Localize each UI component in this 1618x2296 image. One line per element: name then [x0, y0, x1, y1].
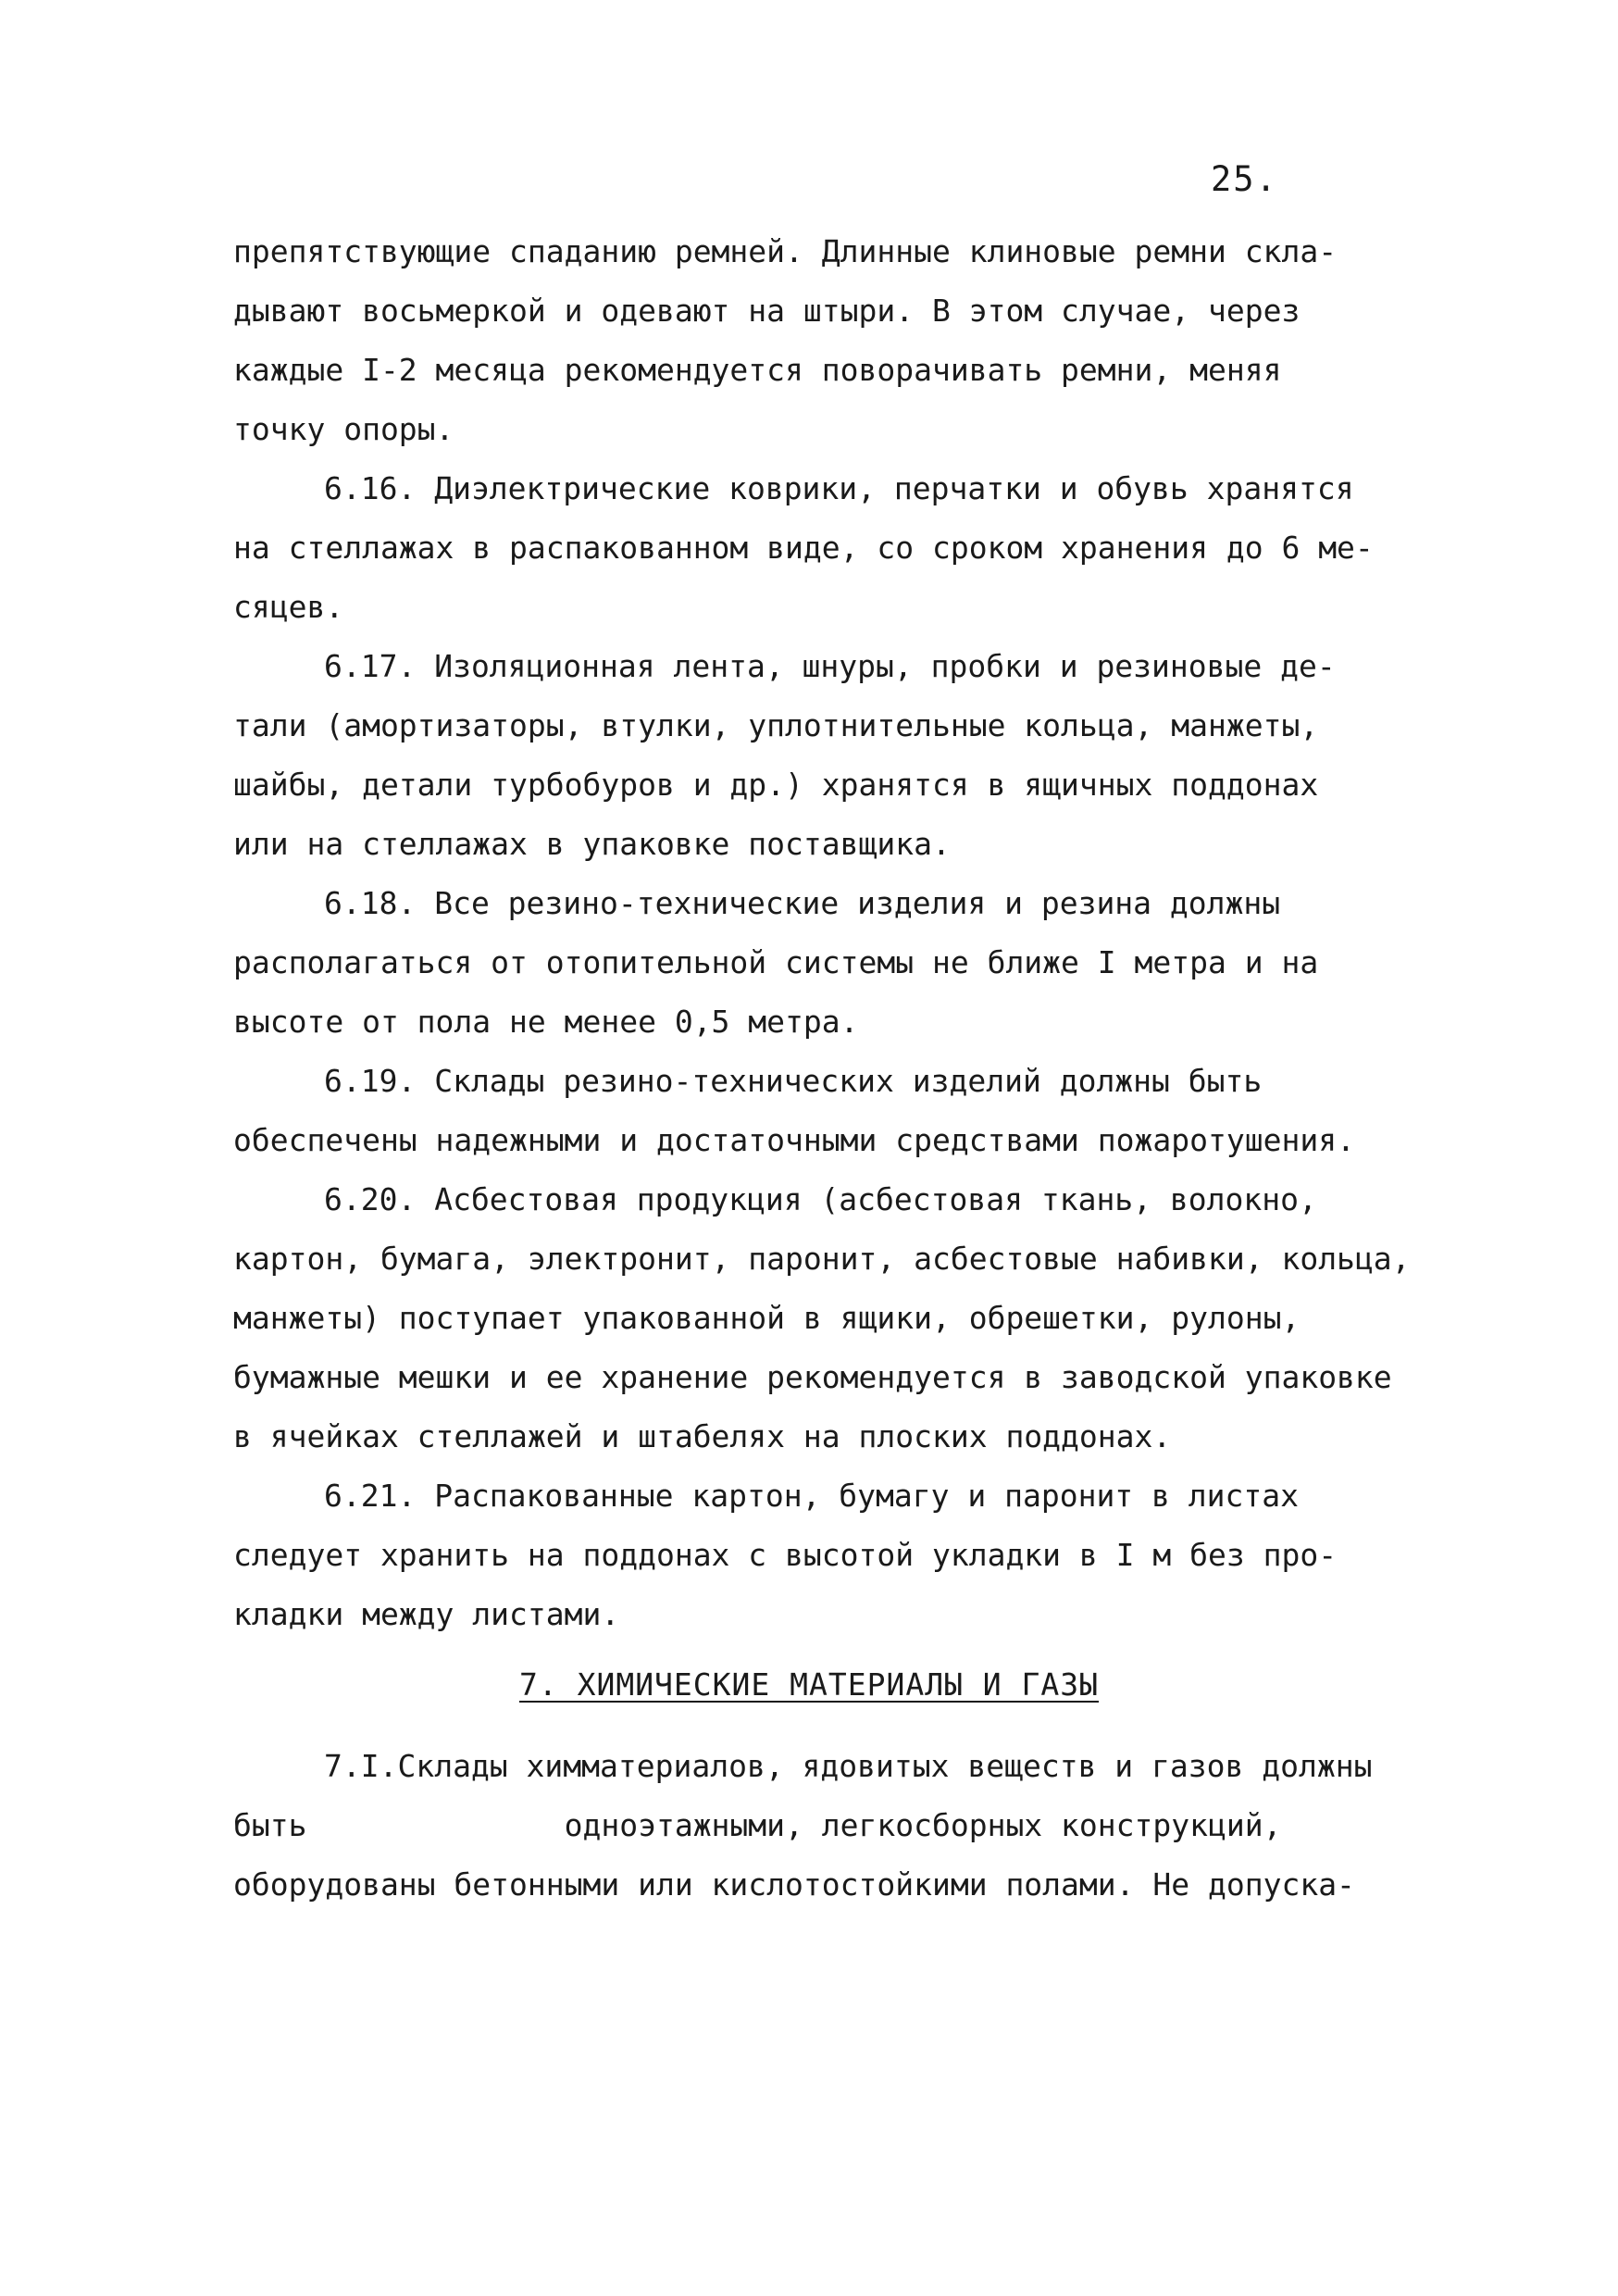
text-line: 6.18. Все резино-технические изделия и резина должны: [324, 885, 1281, 921]
paragraph-6-18: [233, 874, 1400, 1052]
text-line: оборудованы бетонными или кислотостойкими полами. Не допуска-: [233, 1866, 1355, 1903]
paragraph-continuation: [233, 222, 1400, 459]
text-line: дывают восьмеркой и одевают на штыри. В этом случае, через: [233, 293, 1301, 329]
paragraph-6-17: [233, 637, 1400, 874]
page-number: 25.: [1211, 159, 1278, 199]
text-line: 7.I.Склады химматериалов, ядовитых веществ и газов должны: [324, 1748, 1373, 1784]
text-line: в ячейках стеллажей и штабелях на плоских поддонах.: [233, 1418, 1172, 1454]
text-line: точку опоры.: [233, 411, 454, 447]
text-line: 6.16. Диэлектрические коврики, перчатки и обувь хранятся: [324, 470, 1354, 506]
text-line: сяцев.: [233, 589, 344, 625]
text-line: на стеллажах в распакованном виде, со сроком хранения до 6 ме-: [233, 530, 1374, 566]
text-line: располагаться от отопительной системы не ближе I метра и на: [233, 944, 1319, 980]
text-line: шайбы, детали турбобуров и др.) хранятся в ящичных поддонах: [233, 767, 1319, 803]
text-line: картон, бумага, электронит, паронит, асбестовые набивки, кольца,: [233, 1241, 1411, 1277]
text-line: 6.21. Распакованные картон, бумагу и паронит в листах: [324, 1478, 1299, 1514]
text-line: обеспечены надежными и достаточными средствами пожаротушения.: [233, 1122, 1355, 1158]
text-line: высоте от пола не менее 0,5 метра.: [233, 1004, 859, 1040]
text-line: 6.20. Асбестовая продукция (асбестовая ткань, волокно,: [324, 1181, 1317, 1217]
text-line: следует хранить на поддонах с высотой укладки в I м без про-: [233, 1537, 1338, 1573]
paragraph-6-20: [233, 1170, 1411, 1466]
section-heading: [0, 1666, 1618, 1703]
text-line: кладки между листами.: [233, 1596, 620, 1632]
text-line: или на стеллажах в упаковке поставщика.: [233, 826, 951, 862]
text-line: бумажные мешки и ее хранение рекомендуется в заводской упаковке: [233, 1359, 1392, 1395]
section-heading-text: 7. ХИМИЧЕСКИЕ МАТЕРИАЛЫ И ГАЗЫ: [518, 1666, 1100, 1703]
text-line: тали (амортизаторы, втулки, уплотнительные кольца, манжеты,: [233, 707, 1319, 743]
paragraph-7-1: [233, 1737, 1400, 1915]
text-line: быть одноэтажными, легкосборных конструкций,: [233, 1807, 1282, 1843]
section-6-text: [233, 222, 1411, 1644]
text-line: каждые I-2 месяца рекомендуется поворачивать ремни, меняя: [233, 352, 1282, 388]
text-line: 6.17. Изоляционная лента, шнуры, пробки и резиновые де-: [324, 648, 1336, 684]
paragraph-6-21: [233, 1466, 1400, 1644]
section-7-text: [233, 1737, 1400, 1915]
paragraph-6-19: [233, 1052, 1400, 1170]
text-line: 6.19. Склады резино-технических изделий должны быть: [324, 1063, 1263, 1099]
text-line: манжеты) поступает упакованной в ящики, обрешетки, рулоны,: [233, 1300, 1301, 1336]
paragraph-6-16: [233, 459, 1400, 637]
text-line: препятствующие спаданию ремней. Длинные клиновые ремни скла-: [233, 233, 1338, 269]
